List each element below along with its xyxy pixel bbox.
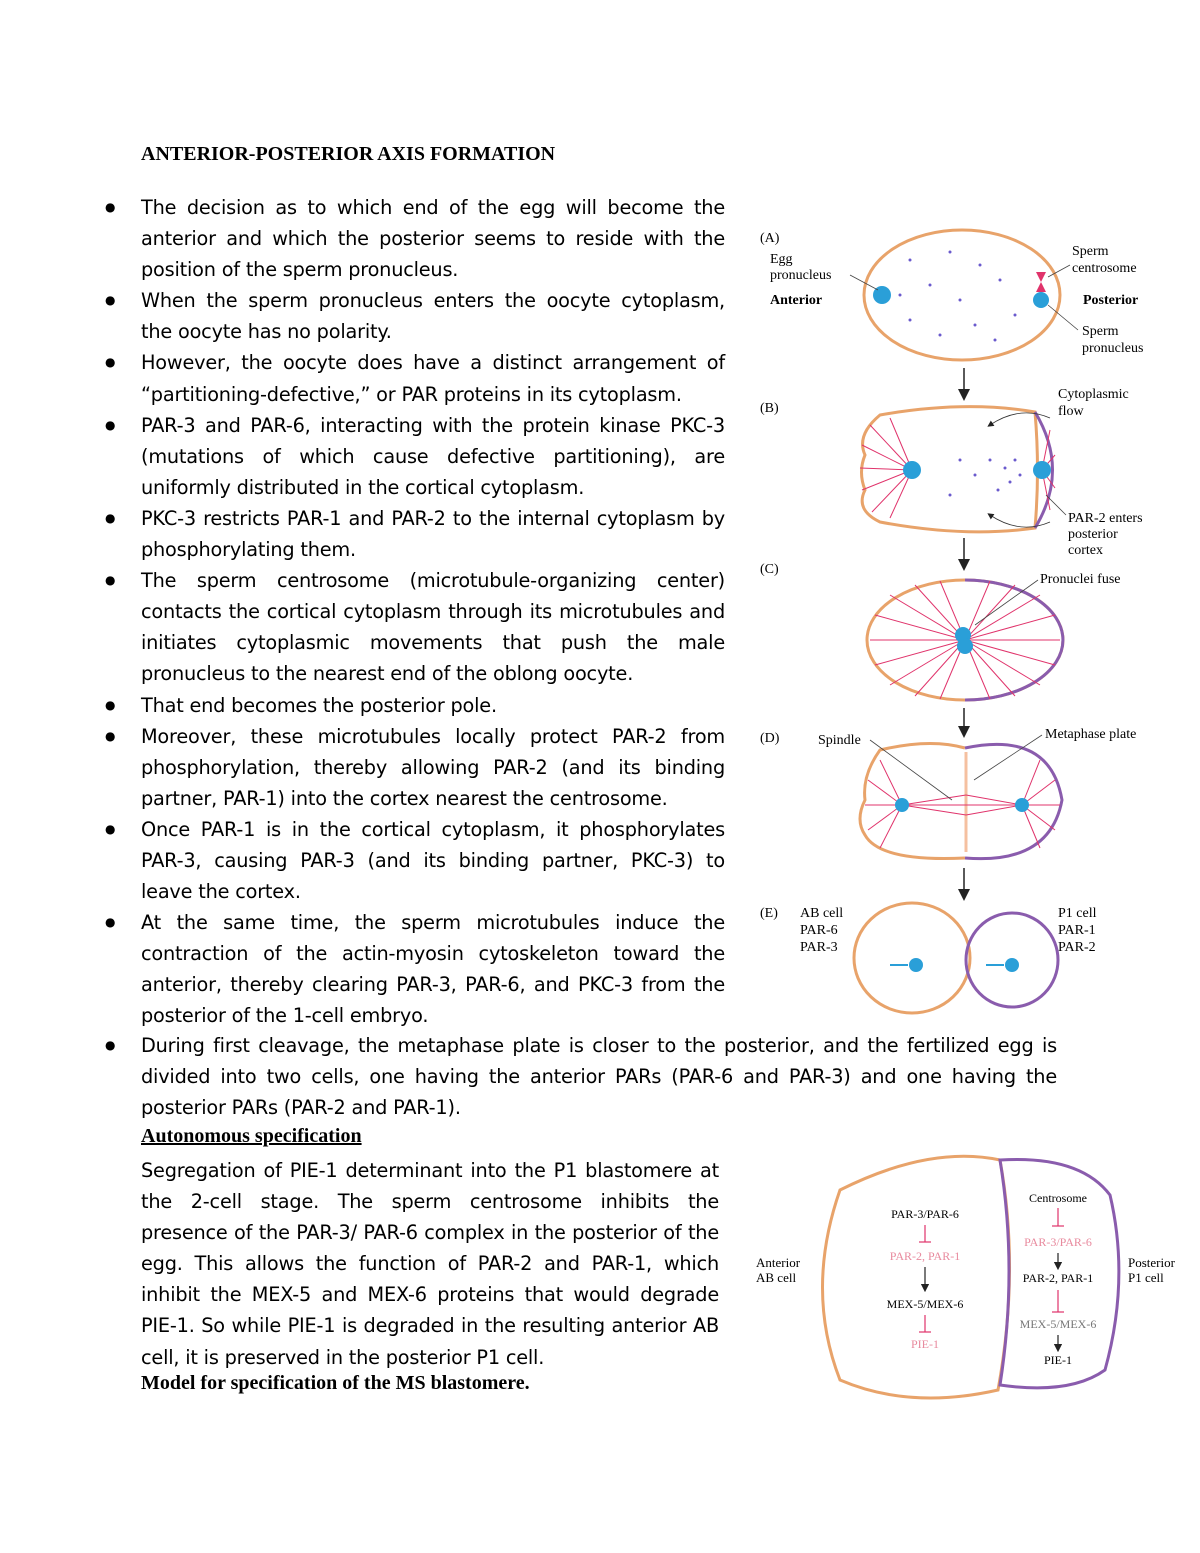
anterior-label: Anterior <box>756 1255 801 1270</box>
bullet-item: ● During first cleavage, the metaphase plate is closer to the posterior, and the fertilized egg is divided into two cells, one having the anterior PARs (PAR-6 and PAR-3) and one having the posterior PARs (PAR-2 and PAR-1). <box>105 1030 1057 1123</box>
egg-label: pronucleus <box>770 268 832 283</box>
panel-label-b: (B) <box>760 401 779 416</box>
p1-cell-label: P1 cell <box>1058 906 1097 921</box>
posterior-label: Posterior <box>1083 293 1139 308</box>
pronuclei-fuse-label: Pronuclei fuse <box>1040 572 1121 587</box>
spindle-pole <box>895 798 909 812</box>
posterior-label: Posterior <box>1128 1255 1175 1270</box>
p1-par2-par1: PAR-2, PAR-1 <box>1022 1271 1094 1285</box>
inhibit-arrow <box>1052 1290 1064 1312</box>
ab-cell <box>854 903 970 1013</box>
panel-label-a: (A) <box>760 231 780 246</box>
dividing-cell-posterior <box>965 744 1062 858</box>
cytoplasmic-flow-label: Cytoplasmic <box>1058 387 1129 402</box>
dividing-cell <box>860 743 965 858</box>
panel-label-c: (C) <box>760 562 779 577</box>
p1-par-label: PAR-1 <box>1058 923 1096 938</box>
p1-nucleus <box>1005 958 1019 972</box>
bullet-item: ● The sperm centrosome (microtubule-organizing center) contacts the cortical cytoplasm through its microtubules and initiates cytoplasmic movements that push the male pronucleus to the nearest end of the oblong oocyte. <box>105 565 725 689</box>
paragraph: Segregation of PIE-1 determinant into the P1 blastomere at the 2-cell stage. The sperm centrosome inhibits the presence of the PAR-3/ PAR-6 complex in the posterior of the egg. This allows the function of PAR-2 and PAR-1, which inhibit the MEX-5 and MEX-6 proteins that would degrade PIE-1. So while PIE-1 is degraded in the resulting anterior AB cell, it is preserved in the posterior P1 cell. <box>141 1159 719 1369</box>
cytoplasmic-flow-label: flow <box>1058 404 1084 419</box>
anterior-label: Anterior <box>770 293 823 308</box>
centrosome-label: Centrosome <box>1029 1191 1087 1205</box>
ab-mex5-mex6: MEX-5/MEX-6 <box>886 1297 964 1311</box>
oocyte-shape <box>864 230 1060 360</box>
cytoplasm-dots <box>949 459 1022 497</box>
model-heading: Model for specification of the MS blastomere. <box>141 1372 530 1394</box>
page-title: ANTERIOR-POSTERIOR AXIS FORMATION <box>141 143 556 165</box>
specification-model-figure <box>750 1150 1190 1410</box>
bullet-item: ● Once PAR-1 is in the cortical cytoplasm, it phosphorylates PAR-3, causing PAR-3 (and its binding partner, PKC-3) to leave the cortex. <box>105 814 725 907</box>
bullet-item: ● However, the oocyte does have a distinct arrangement of “partitioning-defective,” or PAR proteins in its cytoplasm. <box>105 347 725 409</box>
ab-pie1: PIE-1 <box>911 1337 939 1351</box>
inhibit-arrow <box>1052 1208 1064 1226</box>
egg-pronucleus <box>903 461 921 479</box>
ab-par-label: PAR-6 <box>800 923 838 938</box>
p1-pie1: PIE-1 <box>1044 1353 1072 1367</box>
section-heading: Autonomous specification <box>141 1125 362 1147</box>
p1-mex5-mex6: MEX-5/MEX-6 <box>1019 1317 1097 1331</box>
bullet-item: ● Moreover, these microtubules locally protect PAR-2 from phosphorylation, thereby allowing PAR-2 (and its binding partner, PAR-1) into the cortex nearest the centrosome. <box>105 721 725 814</box>
microtubules <box>860 418 1055 518</box>
anterior-label: AB cell <box>756 1270 797 1285</box>
centrosome-label: Sperm <box>1072 244 1109 259</box>
metaphase-plate-label: Metaphase plate <box>1045 727 1137 742</box>
centrosome-label: centrosome <box>1072 261 1137 276</box>
sperm-pronucleus <box>1033 292 1049 308</box>
axis-formation-figure <box>750 220 1170 1020</box>
bullet-list <box>105 192 725 1032</box>
par2-enters-label: PAR-2 enters <box>1068 511 1143 526</box>
pronucleus-label: pronucleus <box>1082 341 1144 356</box>
par2-enters-label: cortex <box>1068 543 1103 558</box>
pronucleus-label: Sperm <box>1082 324 1119 339</box>
ab-par3-par6: PAR-3/PAR-6 <box>891 1207 959 1221</box>
inhibit-arrow <box>919 1315 931 1332</box>
ab-cell <box>823 1156 1010 1398</box>
inhibit-arrow <box>919 1225 931 1242</box>
bullet-item: ● When the sperm pronucleus enters the oocyte cytoplasm, the oocyte has no polarity. <box>105 285 725 347</box>
bullet-item: ● That end becomes the posterior pole. <box>105 690 725 721</box>
posterior-label: P1 cell <box>1128 1270 1164 1285</box>
panel-label-e: (E) <box>760 906 778 921</box>
egg-label: Egg <box>770 252 793 267</box>
ab-par-label: PAR-3 <box>800 940 838 955</box>
ab-nucleus <box>909 958 923 972</box>
spindle-microtubules <box>865 760 1060 848</box>
par2-enters-label: posterior <box>1068 527 1118 542</box>
bullet-item: ● At the same time, the sperm microtubules induce the contraction of the actin-myosin cytoskeleton toward the anterior, thereby clearing PAR-3, PAR-6, and PKC-3 from the posterior of the 1-cell embryo. <box>105 907 725 1031</box>
sperm-pronucleus <box>1033 461 1051 479</box>
cytoplasm-dots <box>899 251 1017 342</box>
p1-par-label: PAR-2 <box>1058 940 1096 955</box>
fused-pronuclei <box>957 638 973 654</box>
ab-par2-par1: PAR-2, PAR-1 <box>889 1249 961 1263</box>
spindle-label: Spindle <box>818 733 861 748</box>
bullet-item: ● PAR-3 and PAR-6, interacting with the protein kinase PKC-3 (mutations of which cause defective partitioning), are uniformly distributed in the cortical cytoplasm. <box>105 410 725 503</box>
spindle-pole <box>1015 798 1029 812</box>
bullet-item: ● PKC-3 restricts PAR-1 and PAR-2 to the internal cytoplasm by phosphorylating them. <box>105 503 725 565</box>
ab-cell-label: AB cell <box>800 906 844 921</box>
panel-label-d: (D) <box>760 731 780 746</box>
bullet-item: ● The decision as to which end of the egg will become the anterior and which the posterior seems to reside with the position of the sperm pronucleus. <box>105 192 725 285</box>
p1-par3-par6: PAR-3/PAR-6 <box>1024 1235 1092 1249</box>
sperm-centrosome <box>1036 272 1046 292</box>
bullet-list-wide <box>105 1030 1057 1123</box>
